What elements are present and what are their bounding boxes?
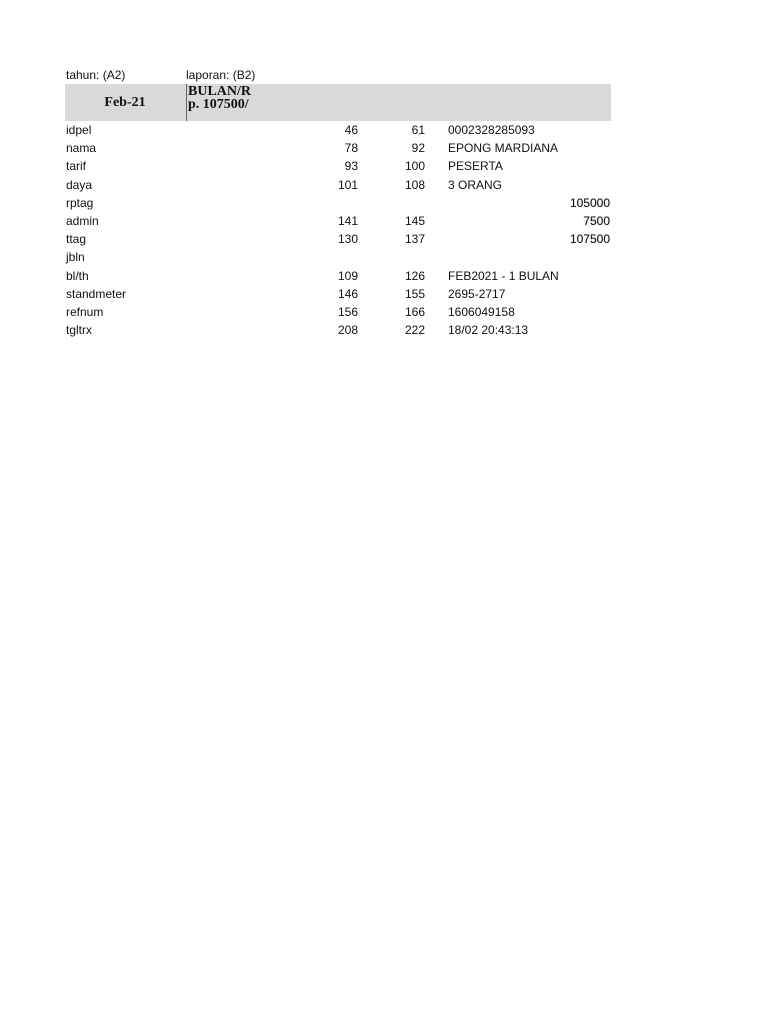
table-row [0, 248, 768, 266]
field-end: 61 [411, 123, 425, 137]
laporan-label: laporan: (B2) [186, 68, 256, 82]
table-row [0, 285, 768, 303]
field-right-value: 7500 [583, 213, 610, 228]
table-row [0, 139, 768, 157]
tahun-label: tahun: (A2) [66, 68, 126, 82]
table-row [0, 194, 768, 212]
field-value: 18/02 20:43:13 [448, 323, 529, 338]
field-start: 101 [337, 177, 358, 192]
field-end: 137 [404, 232, 425, 247]
table-row [0, 230, 768, 248]
field-end: 108 [404, 177, 425, 192]
table-row [0, 303, 768, 321]
field-name: admin [66, 213, 99, 228]
field-value: FEB2021 - 1 BULAN [448, 268, 559, 283]
field-end: 92 [411, 141, 425, 156]
field-name: refnum [66, 304, 104, 319]
field-start: 130 [337, 232, 358, 247]
field-name: jbln [66, 250, 85, 265]
table-row [0, 321, 768, 339]
field-end: 126 [404, 268, 425, 283]
report-preview-cell [186, 84, 259, 121]
parameter-label-row [0, 66, 768, 84]
field-value: 2695-2717 [448, 286, 506, 301]
field-value: 0002328285093 [448, 123, 535, 137]
field-start: 78 [344, 141, 358, 156]
field-table [0, 121, 768, 339]
field-value: 3 ORANG [448, 177, 503, 192]
field-end: 166 [404, 304, 425, 319]
field-name: ttag [66, 232, 87, 247]
field-right-value: 107500 [569, 232, 610, 247]
table-row [0, 212, 768, 230]
header-band [65, 84, 611, 121]
field-name: nama [66, 141, 97, 156]
field-start: 46 [344, 123, 358, 137]
field-end: 145 [404, 213, 425, 228]
field-name: tgltrx [66, 323, 93, 338]
report-date: Feb-21 [104, 95, 146, 110]
field-start: 93 [344, 159, 358, 174]
field-right-value: 105000 [569, 195, 610, 210]
field-start: 208 [337, 323, 358, 338]
field-start: 156 [337, 304, 358, 319]
field-name: standmeter [66, 286, 127, 301]
report-preview-text: BULAN/Rp. 107500/ [188, 84, 252, 112]
table-row [0, 157, 768, 175]
field-start: 146 [337, 286, 358, 301]
field-start: 109 [337, 268, 358, 283]
field-end: 222 [404, 323, 425, 338]
field-value: 1606049158 [448, 304, 515, 319]
field-name: idpel [66, 123, 92, 137]
table-row [0, 121, 768, 139]
field-value: PESERTA [448, 159, 503, 174]
field-name: rptag [66, 195, 94, 210]
field-end: 100 [404, 159, 425, 174]
field-value: EPONG MARDIANA [448, 141, 559, 156]
field-name: daya [66, 177, 93, 192]
field-name: tarif [66, 159, 87, 174]
field-start: 141 [337, 213, 358, 228]
field-end: 155 [404, 286, 425, 301]
table-row [0, 176, 768, 194]
field-name: bl/th [66, 268, 89, 283]
table-row [0, 267, 768, 285]
